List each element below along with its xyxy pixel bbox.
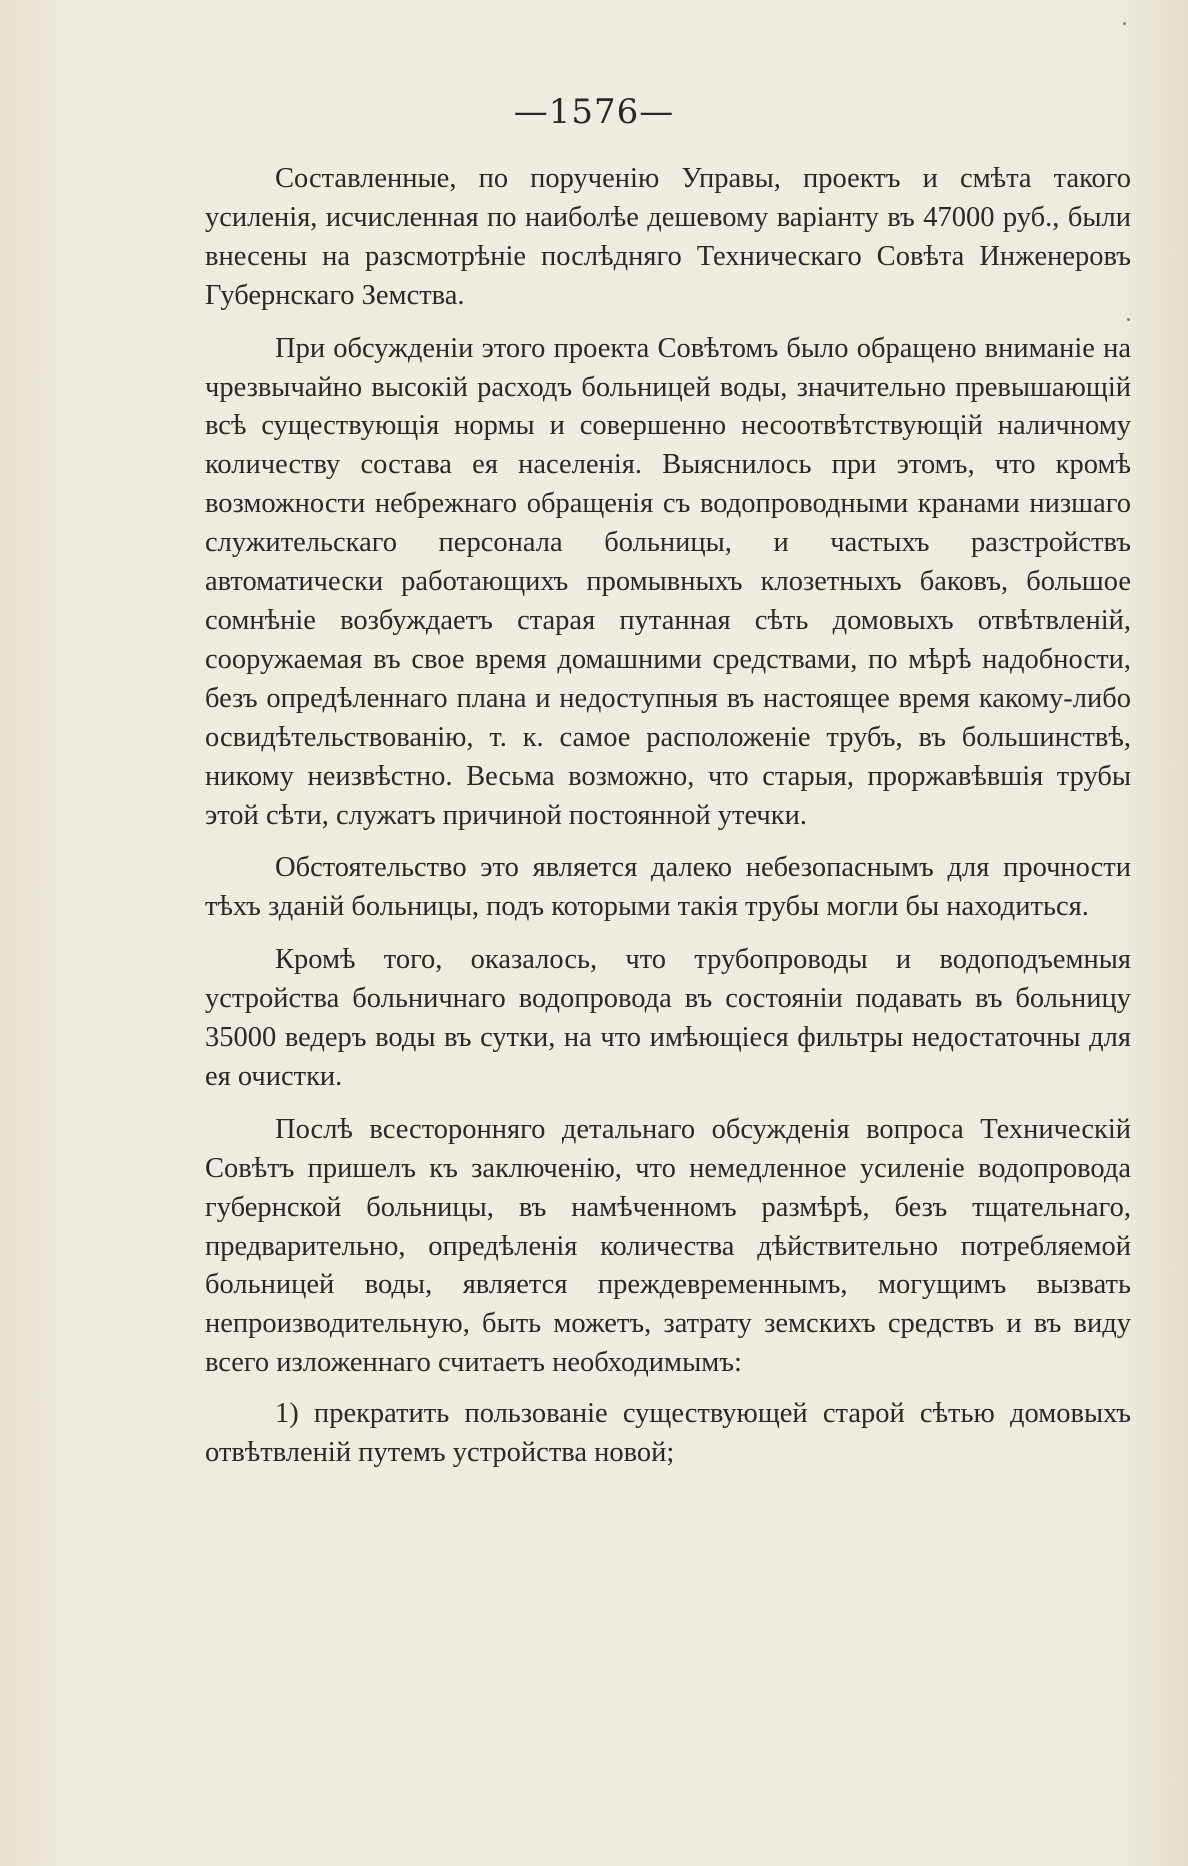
body-text bbox=[205, 160, 1131, 1473]
list-item-1: 1) прекратить пользованіе существующей старой сѣтью домовыхъ отвѣтвленій путемъ устройства новой; bbox=[205, 1398, 1131, 1469]
paragraph-5: Послѣ всесторонняго детальнаго обсужденія вопроса Техническій Совѣтъ пришелъ къ заключенію, что немедленное усиленіе водопровода губернской больницы, въ намѣченномъ размѣрѣ, безъ тщательнаго, предварительно, опредѣленія количества дѣйствительно потребляемой больницей воды, является преждевременнымъ, могущимъ вызвать непроизводительную, быть можетъ, затрату земскихъ средствъ и въ виду всего изложеннаго считаетъ необходимымъ: bbox=[205, 1113, 1131, 1379]
page-number: —1576— bbox=[513, 92, 675, 132]
scan-speck bbox=[1123, 22, 1126, 25]
paragraph-1: Составленные, по порученію Управы, проектъ и смѣта такого усиленія, исчисленная по наиболѣе дешевому варіанту въ 47000 руб., были внесены на разсмотрѣніе послѣдняго Техническаго Совѣта Инженеровъ Губернскаго Земства. bbox=[205, 163, 1131, 311]
scan-speck bbox=[1127, 318, 1130, 321]
paragraph-3: Обстоятельство это является далеко небезопаснымъ для прочности тѣхъ зданій больницы, подъ которыми такія трубы могли бы находиться. bbox=[205, 852, 1131, 923]
paragraph-4: Кромѣ того, оказалось, что трубопроводы и водоподъемныя устройства больничнаго водопровода въ состояніи подавать въ больницу 35000 ведеръ воды въ сутки, на что имѣющіеся фильтры недостаточны для ея очистки. bbox=[205, 944, 1131, 1092]
paragraph-2: При обсужденіи этого проекта Совѣтомъ было обращено вниманіе на чрезвычайно высокій расходъ больницей воды, значительно превышающій всѣ существующія нормы и совершенно несоотвѣтствующій наличному количеству состава ея населенія. Выяснилось при этомъ, что кромѣ возможности небрежнаго обращенія съ водопроводными кранами низшаго служительскаго персонала больницы, и частыхъ разстройствъ автоматически работающихъ промывныхъ клозетныхъ баковъ, большое сомнѣніе возбуждаетъ старая путанная сѣть домовыхъ отвѣтвленій, сооружаемая въ свое время домашними средствами, по мѣрѣ надобности, безъ опредѣленнаго плана и недоступныя въ настоящее время какому-либо освидѣтельствованію, т. к. самое расположеніе трубъ, въ большинствѣ, никому неизвѣстно. Весьма возможно, что старыя, проржавѣвшія трубы этой сѣти, служатъ причиной постоянной утечки. bbox=[205, 332, 1131, 831]
